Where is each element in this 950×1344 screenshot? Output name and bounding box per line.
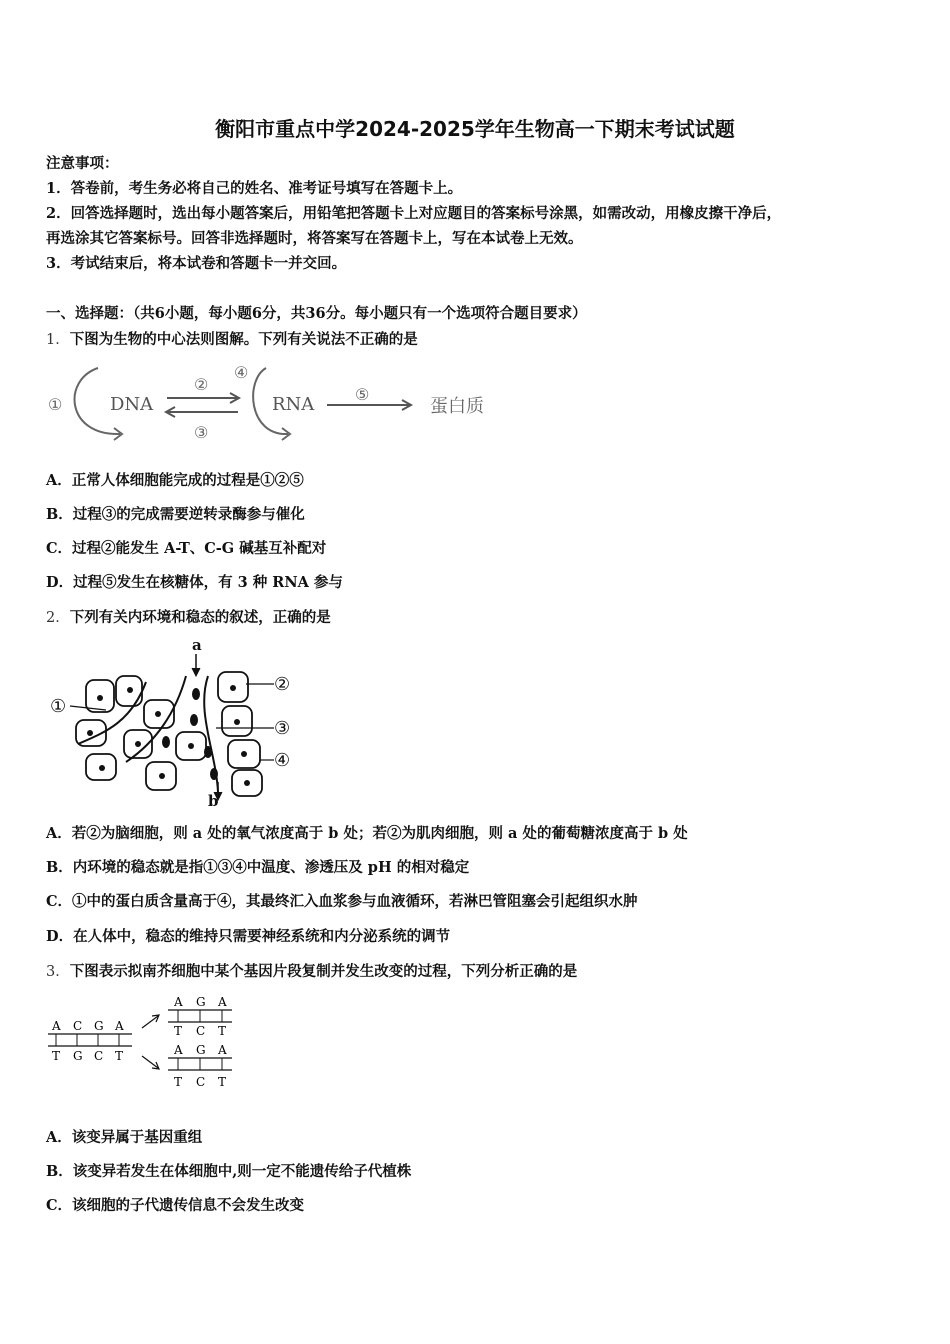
q1-option-a: A．正常人体细胞能完成的过程是①②⑤ [46,472,304,489]
base: A [174,995,183,1009]
base: G [94,1019,104,1033]
base: C [73,1019,83,1033]
q2-option-c: C．①中的蛋白质含量高于④，其最终汇入血浆参与血液循环，若淋巴管阻塞会引起组织水肿 [46,893,638,910]
rna-label: RNA [272,394,315,415]
down-arrow [142,1056,158,1068]
nucleus [188,743,194,749]
nucleus [244,780,250,786]
up-arrow [142,1016,158,1028]
notice-item-3: 3．考试结束后，将本试卷和答题卡一并交回。 [46,255,347,272]
base: T [174,1075,183,1089]
nucleus [97,695,103,701]
base: A [174,1043,183,1057]
base: G [73,1049,83,1063]
base: A [218,1043,227,1057]
base: T [218,1075,227,1089]
base: A [115,1019,124,1033]
page-title: 衡阳市重点中学2024-2025学年生物高一下期末考试试题 [215,117,735,141]
label-3: ③ [274,718,291,739]
nucleus [230,685,236,691]
base: C [196,1075,206,1089]
base: T [218,1024,227,1038]
parent-dna [48,1019,132,1063]
central-dogma-diagram [40,358,510,448]
blood-cell [192,688,200,700]
nucleus [241,751,247,757]
q3-option-a: A．该变异属于基因重组 [46,1129,203,1146]
dna-replication-diagram [46,992,246,1092]
nucleus [127,687,133,693]
notice-item-1: 1．答卷前，考生务必将自己的姓名、准考证号填写在答题卡上。 [46,180,463,197]
base: A [218,995,227,1009]
blood-cell [210,768,218,780]
q1-option-b: B．过程③的完成需要逆转录酶参与催化 [46,506,305,523]
notice-item-2b: 再选涂其它答案标号。回答非选择题时，将答案写在答题卡上，写在本试卷上无效。 [46,230,583,247]
point-b-label: b [208,792,219,810]
base: C [94,1049,104,1063]
nucleus [135,741,141,747]
q1-option-c: C．过程②能发生 A-T、C-G 碱基互补配对 [46,540,327,557]
section-heading: 一、选择题：（共6小题，每小题6分，共36分。每小题只有一个选项符合题目要求） [46,305,587,322]
flow-in-arrowhead [192,668,200,676]
tissue-fluid-diagram [46,632,306,810]
question-1-number: 1． [46,332,70,348]
base: T [115,1049,124,1063]
blood-cell [204,746,212,758]
daughter-dna-upper [168,995,232,1038]
process-5-label: ⑤ [355,385,370,404]
notice-heading: 注意事项： [46,155,119,172]
question-1-text: 下图为生物的中心法则图解。下列有关说法不正确的是 [69,331,418,348]
capillary-wall-left [126,676,186,762]
daughter-dna-lower [168,1043,232,1089]
question-2-number: 2． [46,610,70,626]
question-3 [46,960,577,981]
dna-label: DNA [110,394,154,415]
nucleus [234,719,240,725]
question-3-text: 下图表示拟南芥细胞中某个基因片段复制并发生改变的过程，下列分析正确的是 [69,963,578,980]
q2-option-a: A．若②为脑细胞，则 a 处的氧气浓度高于 b 处；若②为肌肉细胞，则 a 处的葡萄糖浓度高于 b 处 [46,825,688,842]
label-4: ④ [274,750,291,771]
process-2-label: ② [194,375,209,394]
question-2-text: 下列有关内环境和稳态的叙述，正确的是 [69,609,331,626]
question-1 [46,328,418,349]
q3-option-c: C．该细胞的子代遗传信息不会发生改变 [46,1197,305,1214]
question-2 [46,606,331,627]
label-2: ② [274,674,291,695]
blood-cell [190,714,198,726]
base: C [196,1024,206,1038]
q2-option-d: D．在人体中，稳态的维持只需要神经系统和内分泌系统的调节 [46,928,451,945]
nucleus [87,730,93,736]
blood-cell [162,736,170,748]
process-1-label: ① [48,395,63,414]
nucleus [159,773,165,779]
base: G [196,1043,206,1057]
base: G [196,995,206,1009]
nucleus [99,765,105,771]
nucleus [155,711,161,717]
process-3-label: ③ [194,423,209,442]
base: T [52,1049,61,1063]
base: T [174,1024,183,1038]
process-4-label: ④ [234,363,249,382]
q3-option-b: B．该变异若发生在体细胞中,则一定不能遗传给子代植株 [46,1163,412,1180]
question-3-number: 3． [46,964,70,980]
label-1: ① [50,696,67,717]
point-a-label: a [192,636,202,654]
protein-label: 蛋白质 [430,396,484,417]
q1-option-d: D．过程⑤发生在核糖体，有 3 种 RNA 参与 [46,574,343,591]
notice-item-2a: 2．回答选择题时，选出每小题答案后，用铅笔把答题卡上对应题目的答案标号涂黑，如需改动，用橡皮擦干净后， [46,205,782,222]
base: A [52,1019,61,1033]
q2-option-b: B．内环境的稳态就是指①③④中温度、渗透压及 pH 的相对稳定 [46,859,470,876]
